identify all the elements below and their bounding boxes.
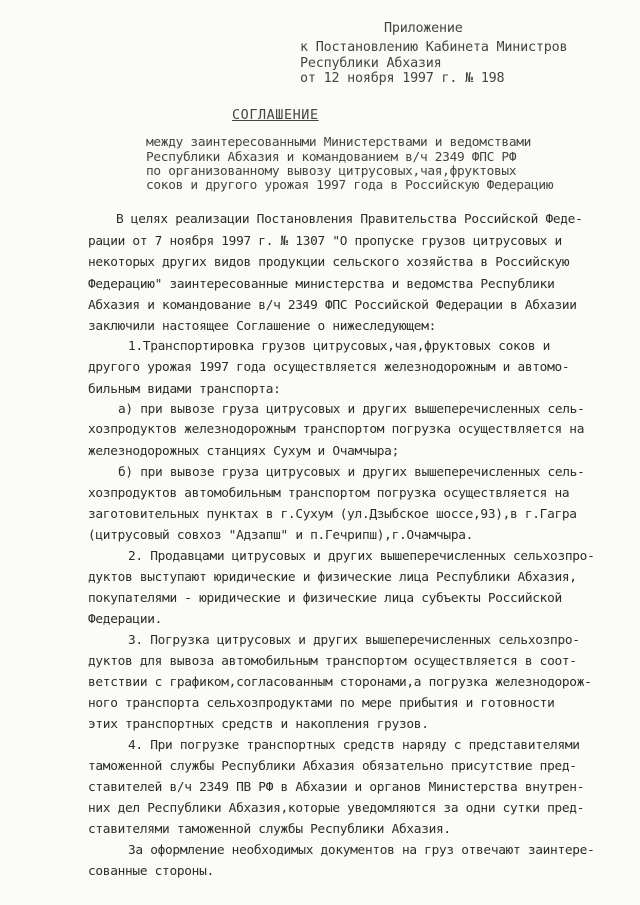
- body-line: сованные стороны.: [88, 864, 214, 879]
- body-line: ставителями таможенной службы Республики Абхазия.: [88, 822, 451, 837]
- body-line: В целях реализации Постановления Правительства Российской Феде-: [116, 212, 583, 227]
- body-line: хозпродуктов автомобильным транспортом погрузка осуществляется на: [88, 486, 570, 501]
- body-line: ветствии с графиком,согласованным сторонами,а погрузка железнодорож-: [88, 675, 592, 690]
- body-line: заготовительных пунктах в г.Сухум (ул.Дзыбское шоссе,93),в г.Гагра: [88, 507, 577, 522]
- body-line: (цитрусовый совхоз "Адзапш" и п.Гечрипш),г.Очамчыра.: [88, 528, 474, 543]
- header-resolution: к Постановлению Кабинета Министров: [300, 40, 568, 55]
- body-line: Абхазия и командование в/ч 2349 ФПС Российской Федерации в Абхазии: [88, 298, 577, 313]
- body-line: бильным видами транспорта:: [88, 382, 281, 397]
- subtitle-line: по организованному вывозу цитрусовых,чая,фруктовых: [146, 164, 517, 179]
- body-line: таможенной службы Республики Абхазия обязательно присутствие пред-: [88, 759, 577, 774]
- header-date: от 12 ноября 1997 г. № 198: [300, 71, 505, 86]
- body-line: другого урожая 1997 года осуществляется железнодорожным и автомо-: [88, 360, 570, 375]
- body-line: покупателями - юридические и физические лица субъекты Российской: [88, 591, 562, 606]
- body-line: 2. Продавцами цитрусовых и других вышеперечисленных сельхозпро-: [128, 549, 595, 564]
- body-line: ного транспорта сельхозпродуктами по мере прибытия и готовности: [88, 696, 555, 711]
- subtitle-line: между заинтересованными Министерствами и ведомствами: [146, 135, 532, 150]
- body-line: Федерации.: [88, 612, 163, 627]
- body-line: 1.Транспортировка грузов цитрусовых,чая,фруктовых соков и: [128, 339, 551, 354]
- body-line: заключили настоящее Соглашение о нижеследующем:: [88, 319, 437, 334]
- body-line: 4. При погрузке транспортных средств наряду с представителями: [128, 738, 580, 753]
- body-line: некоторых других видов продукции сельского хозяйства в Российскую: [88, 255, 570, 270]
- subtitle-line: соков и другого урожая 1997 года в Российскую Федерацию: [146, 178, 554, 193]
- body-line: хозпродуктов железнодорожным транспортом погрузка осуществляется на: [88, 422, 585, 437]
- body-line: Федерацию" заинтересованные министерства и ведомства Республики: [88, 277, 555, 292]
- document-title: СОГЛАШЕНИЕ: [232, 108, 319, 123]
- header-appendix: Приложение: [384, 21, 463, 36]
- body-line: ставителей в/ч 2349 ПВ РФ в Абхазии и органов Министерства внутрен-: [88, 780, 585, 795]
- header-republic: Республики Абхазия: [300, 56, 442, 71]
- subtitle-line: Республики Абхазия и командованием в/ч 2349 ФПС РФ: [146, 150, 517, 165]
- body-line: этих транспортных средств и накопления грузов.: [88, 717, 429, 732]
- body-line: дуктов выступают юридические и физические лица Республики Абхазия,: [88, 570, 577, 585]
- body-line: них дел Республики Абхазия,которые уведомляются за одни сутки пред-: [88, 801, 585, 816]
- body-line: б) при вывозе груза цитрусовых и других вышеперечисленных сель-: [118, 465, 585, 480]
- body-line: а) при вывозе груза цитрусовых и других вышеперечисленных сель-: [118, 402, 585, 417]
- body-line: дуктов для вывоза автомобильным транспортом осуществляется в соот-: [88, 654, 577, 669]
- body-line: 3. Погрузка цитрусовых и других вышеперечисленных сельхозпро-: [128, 633, 580, 648]
- body-line: рации от 7 ноября 1997 г. № 1307 "О пропуске грузов цитрусовых и: [88, 234, 562, 249]
- body-line: За оформление необходимых документов на груз отвечают заинтере-: [128, 843, 595, 858]
- body-line: железнодорожных станциях Сухум и Очамчыра;: [88, 444, 399, 459]
